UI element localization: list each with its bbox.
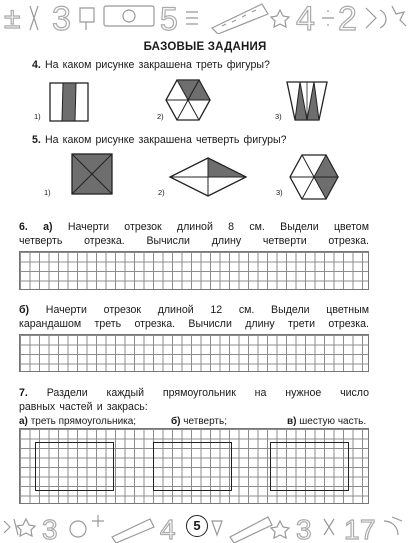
task-number: 7. bbox=[19, 387, 28, 399]
task-number: 4. bbox=[32, 59, 41, 71]
task-7-line-1 bbox=[19, 386, 369, 400]
task-text: Раздели каждый прямоугольник на нужное число bbox=[46, 387, 369, 399]
task-letter: б) bbox=[19, 304, 30, 316]
task-4-question bbox=[32, 58, 270, 72]
svg-text:±: ± bbox=[4, 2, 21, 34]
doodle-pattern-top bbox=[0, 0, 410, 34]
figure-label: 1) bbox=[34, 112, 41, 121]
option-text: четверть; bbox=[183, 416, 227, 427]
task-7-option-a bbox=[19, 416, 136, 427]
figure-label: 2) bbox=[157, 112, 164, 121]
task-6b-line-1 bbox=[19, 303, 369, 317]
svg-text:4: 4 bbox=[160, 514, 176, 543]
task4-figure-3-trapezoid bbox=[285, 80, 329, 122]
task-text: Начерти отрезок длиной 12 см. Выдели цветным bbox=[45, 304, 369, 316]
task-text: Начерти отрезок длиной 8 см. Выдели цветом bbox=[67, 221, 369, 233]
grid-workspace-6a[interactable] bbox=[19, 251, 369, 290]
svg-text:1: 1 bbox=[344, 514, 360, 543]
svg-text:4: 4 bbox=[296, 0, 315, 34]
svg-text:7: 7 bbox=[360, 514, 376, 543]
figure-label: 3) bbox=[275, 112, 282, 121]
task-number: 5. bbox=[32, 134, 41, 146]
svg-text:3: 3 bbox=[52, 0, 71, 34]
rectangle-c[interactable] bbox=[270, 442, 349, 491]
task-7-option-b bbox=[171, 416, 227, 427]
task5-figure-3-hexagon bbox=[288, 153, 340, 201]
svg-text:3: 3 bbox=[296, 514, 312, 543]
figure-label: 1) bbox=[44, 188, 51, 197]
option-letter: б) bbox=[171, 416, 181, 427]
svg-text:2: 2 bbox=[338, 0, 357, 34]
decorative-header-border bbox=[0, 0, 410, 34]
task-6b-line-2: карандашом треть отрезка. Вычисли длину трети отрезка. bbox=[19, 318, 369, 330]
decorative-footer-border bbox=[0, 511, 410, 543]
task-6a-line-1 bbox=[19, 220, 369, 234]
option-letter: в) bbox=[287, 416, 297, 427]
task-7-option-c bbox=[287, 416, 366, 427]
option-letter: а) bbox=[19, 416, 28, 427]
figure-label: 3) bbox=[276, 188, 283, 197]
svg-text:3: 3 bbox=[42, 514, 58, 543]
svg-text:5: 5 bbox=[160, 1, 178, 34]
task5-figure-2-rhombus bbox=[168, 156, 248, 198]
task-text: На каком рисунке закрашена треть фигуры? bbox=[45, 59, 270, 71]
task-text: На каком рисунке закрашена четверть фигуры? bbox=[45, 134, 287, 146]
task-letter: а) bbox=[43, 221, 53, 233]
option-text: треть прямоугольника; bbox=[30, 416, 137, 427]
task-7-line-2: равных частей и закрась: bbox=[19, 401, 148, 413]
task-6a-line-2: четверть отрезка. Вычисли длину четверти отрезка. bbox=[19, 235, 369, 247]
task4-figure-1-square bbox=[49, 82, 89, 122]
rectangle-b[interactable] bbox=[153, 442, 232, 491]
grid-workspace-6b[interactable] bbox=[19, 334, 369, 372]
task-5-question bbox=[32, 133, 287, 147]
rectangle-a[interactable] bbox=[35, 442, 114, 491]
task5-figure-1-square bbox=[71, 153, 113, 195]
page-number: 5 bbox=[186, 515, 208, 537]
task-number: 6. bbox=[19, 221, 28, 233]
task4-figure-2-hexagon bbox=[164, 78, 212, 122]
option-text: шестую часть. bbox=[299, 416, 367, 427]
figure-label: 2) bbox=[158, 188, 165, 197]
section-title: БАЗОВЫЕ ЗАДАНИЯ bbox=[143, 41, 267, 53]
